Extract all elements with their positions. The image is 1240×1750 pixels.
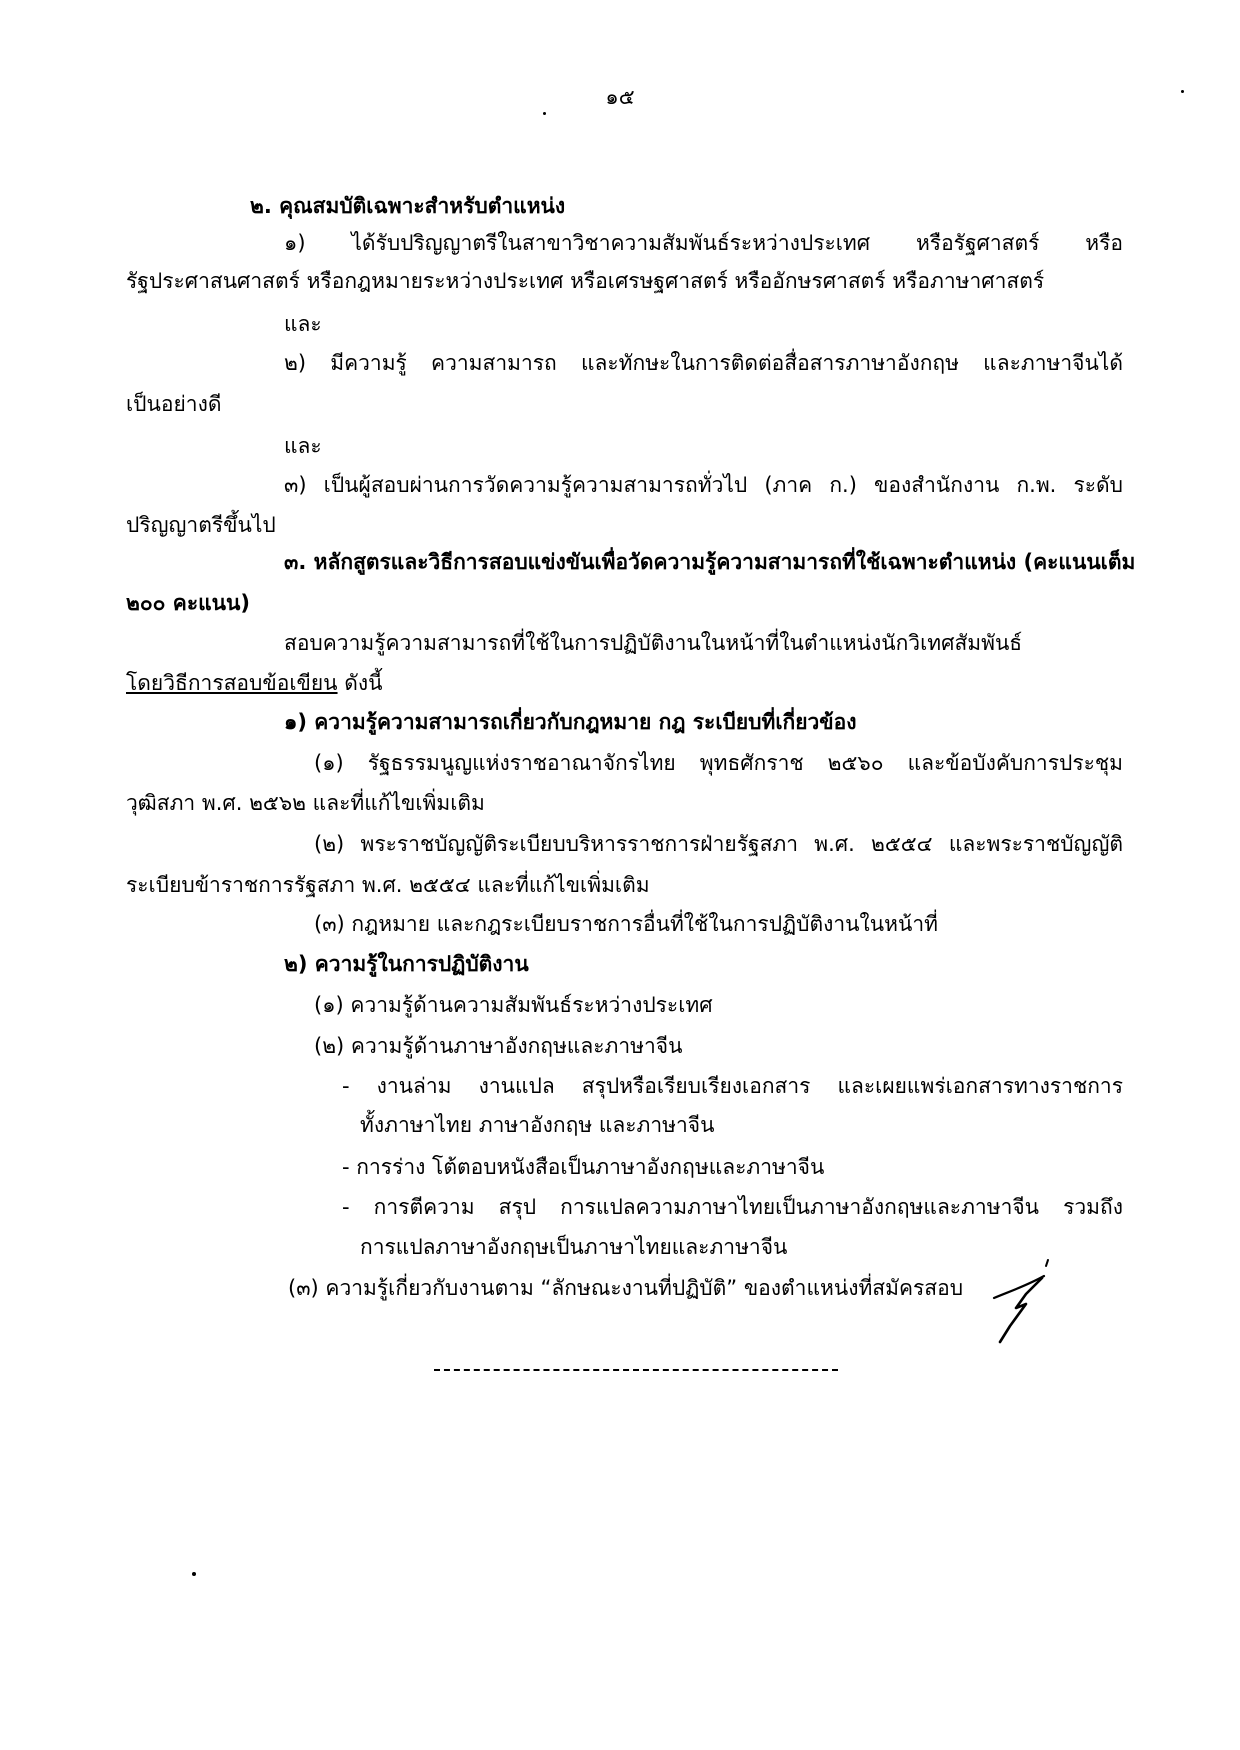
exam-method-underlined: โดยวิธีการสอบข้อเขียน: [126, 671, 338, 695]
section2-and-2: และ: [284, 434, 322, 458]
part1-a-line1: (๑) รัฐธรรมนูญแห่งราชอาณาจักรไทย พุทธศักราช ๒๕๖๐ และข้อบังคับการประชุม: [314, 751, 1123, 775]
part1-b-line1: (๒) พระราชบัญญัติระเบียบบริหารราชการฝ่ายรัฐสภา พ.ศ. ๒๕๕๔ และพระราชบัญญัติ: [314, 832, 1123, 856]
section2-item3-line2: ปริญญาตรีขึ้นไป: [126, 513, 276, 537]
bullet1-line2: ทั้งภาษาไทย ภาษาอังกฤษ และภาษาจีน: [360, 1113, 715, 1137]
bullet3-line2: การแปลภาษาอังกฤษเป็นภาษาไทยและภาษาจีน: [360, 1235, 788, 1259]
section3-intro-line1: สอบความรู้ความสามารถที่ใช้ในการปฏิบัติงานในหน้าที่ในตำแหน่งนักวิเทศสัมพันธ์: [284, 631, 1023, 655]
section3-heading-line2: ๒๐๐ คะแนน): [126, 591, 250, 615]
section3-heading-line1: ๓. หลักสูตรและวิธีการสอบแข่งขันเพื่อวัดความรู้ความสามารถที่ใช้เฉพาะตำแหน่ง (คะแนนเต็ม: [284, 550, 1136, 574]
page-number: ๑๕: [605, 85, 635, 109]
section2-and-1: และ: [284, 312, 322, 336]
part2-a: (๑) ความรู้ด้านความสัมพันธ์ระหว่างประเทศ: [314, 993, 713, 1017]
part1-b-line2: ระเบียบข้าราชการรัฐสภา พ.ศ. ๒๕๕๔ และที่แก้ไขเพิ่มเติม: [126, 873, 650, 897]
section2-item2-line1: ๒) มีความรู้ ความสามารถ และทักษะในการติดต่อสื่อสารภาษาอังกฤษ และภาษาจีนได้: [284, 351, 1123, 375]
bullet2: - การร่าง โต้ตอบหนังสือเป็นภาษาอังกฤษและภาษาจีน: [342, 1155, 825, 1179]
section2-item1-line1: ๑) ได้รับปริญญาตรีในสาขาวิชาความสัมพันธ์ระหว่างประเทศ หรือรัฐศาสตร์ หรือ: [284, 231, 1123, 255]
part1-heading: ๑) ความรู้ความสามารถเกี่ยวกับกฎหมาย กฎ ระเบียบที่เกี่ยวข้อง: [284, 710, 857, 734]
bullet1-line1: - งานล่าม งานแปล สรุปหรือเรียบเรียงเอกสาร และเผยแพร่เอกสารทางราชการ: [342, 1074, 1123, 1098]
part1-a-line2: วุฒิสภา พ.ศ. ๒๕๖๒ และที่แก้ไขเพิ่มเติม: [126, 791, 485, 815]
section2-item3-line1: ๓) เป็นผู้สอบผ่านการวัดความรู้ความสามารถทั่วไป (ภาค ก.) ของสำนักงาน ก.พ. ระดับ: [284, 473, 1123, 497]
section2-heading: ๒. คุณสมบัติเฉพาะสำหรับตำแหน่ง: [250, 194, 566, 218]
handwritten-signature: [986, 1256, 1056, 1346]
part2-b: (๒) ความรู้ด้านภาษาอังกฤษและภาษาจีน: [314, 1034, 683, 1058]
exam-method-rest: ดังนี้: [337, 671, 383, 695]
bullet3-line1: - การตีความ สรุป การแปลความภาษาไทยเป็นภาษาอังกฤษและภาษาจีน รวมถึง: [342, 1195, 1123, 1219]
end-divider: [434, 1369, 838, 1371]
part2-c: (๓) ความรู้เกี่ยวกับงานตาม “ลักษณะงานที่ปฏิบัติ” ของตำแหน่งที่สมัครสอบ: [288, 1276, 964, 1300]
part2-heading: ๒) ความรู้ในการปฏิบัติงาน: [284, 952, 529, 976]
scan-speck: [543, 112, 546, 115]
scan-speck: [1181, 90, 1184, 93]
section3-intro-line2: [126, 668, 382, 698]
section2-item1-line2: รัฐประศาสนศาสตร์ หรือกฎหมายระหว่างประเทศ หรือเศรษฐศาสตร์ หรืออักษรศาสตร์ หรือภาษาศาสตร์: [126, 269, 1045, 293]
scan-speck: [192, 1572, 196, 1576]
part1-c: (๓) กฎหมาย และกฎระเบียบราชการอื่นที่ใช้ในการปฏิบัติงานในหน้าที่: [314, 912, 938, 936]
section2-item2-line2: เป็นอย่างดี: [126, 392, 222, 416]
